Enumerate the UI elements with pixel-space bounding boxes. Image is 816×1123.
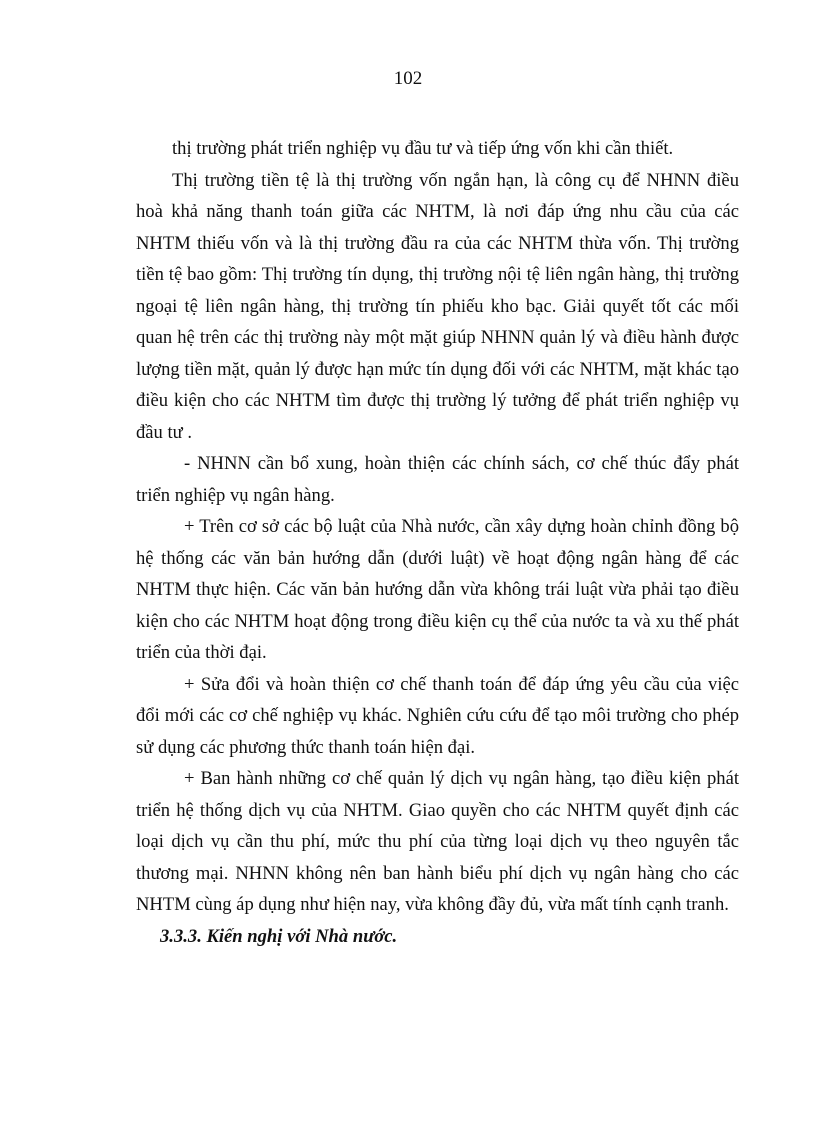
body-text: [136, 133, 739, 952]
paragraph: Thị trường tiền tệ là thị trường vốn ngắn hạn, là công cụ để NHNN điều hoà khả năng thanh toán giữa các NHTM, là nơi đáp ứng nhu cầu của các NHTM thiếu vốn và là thị trường đầu ra của các NHTM thừa vốn. Thị trường tiền tệ bao gồm: Thị trường tín dụng, thị trường nội tệ liên ngân hàng, thị trường ngoại tệ liên ngân hàng, thị trường tín phiếu kho bạc. Giải quyết tốt các mối quan hệ trên các thị trường này một mặt giúp NHNN quản lý và điều hành được lượng tiền mặt, quản lý được hạn mức tín dụng đối với các NHTM, mặt khác tạo điều kiện cho các NHTM tìm được thị trường lý tưởng để phát triển nghiệp vụ đầu tư .: [136, 169, 739, 443]
paragraph: + Ban hành những cơ chế quản lý dịch vụ ngân hàng, tạo điều kiện phát triển hệ thống dịch vụ của NHTM. Giao quyền cho các NHTM quyết định các loại dịch vụ cần thu phí, mức thu phí của từng loại dịch vụ theo nguyên tắc thương mại. NHNN không nên ban hành biểu phí dịch vụ ngân hàng cho các NHTM cùng áp dụng như hiện nay, vừa không đầy đủ, vừa mất tính cạnh tranh.: [136, 768, 739, 915]
paragraph: - NHNN cần bổ xung, hoàn thiện các chính sách, cơ chế thúc đẩy phát triển nghiệp vụ ngân hàng.: [136, 453, 739, 506]
paragraph: + Trên cơ sở các bộ luật của Nhà nước, cần xây dựng hoàn chỉnh đồng bộ hệ thống các văn bản hướng dẫn (dưới luật) về hoạt động ngân hàng để các NHTM thực hiện. Các văn bản hướng dẫn vừa không trái luật vừa phải tạo điều kiện cho các NHTM hoạt động trong điều kiện cụ thể của nước ta và xu thế phát triển của thời đại.: [136, 516, 739, 663]
paragraph: thị trường phát triển nghiệp vụ đầu tư và tiếp ứng vốn khi cần thiết.: [172, 138, 674, 159]
page-number: 102: [393, 68, 423, 89]
paragraph: + Sửa đổi và hoàn thiện cơ chế thanh toán để đáp ứng yêu cầu của việc đổi mới các cơ chế nghiệp vụ khác. Nghiên cứu cứu để tạo môi trường cho phép sử dụng các phương thức thanh toán hiện đại.: [136, 673, 739, 758]
section-heading: 3.3.3. Kiến nghị với Nhà nước.: [160, 925, 398, 947]
